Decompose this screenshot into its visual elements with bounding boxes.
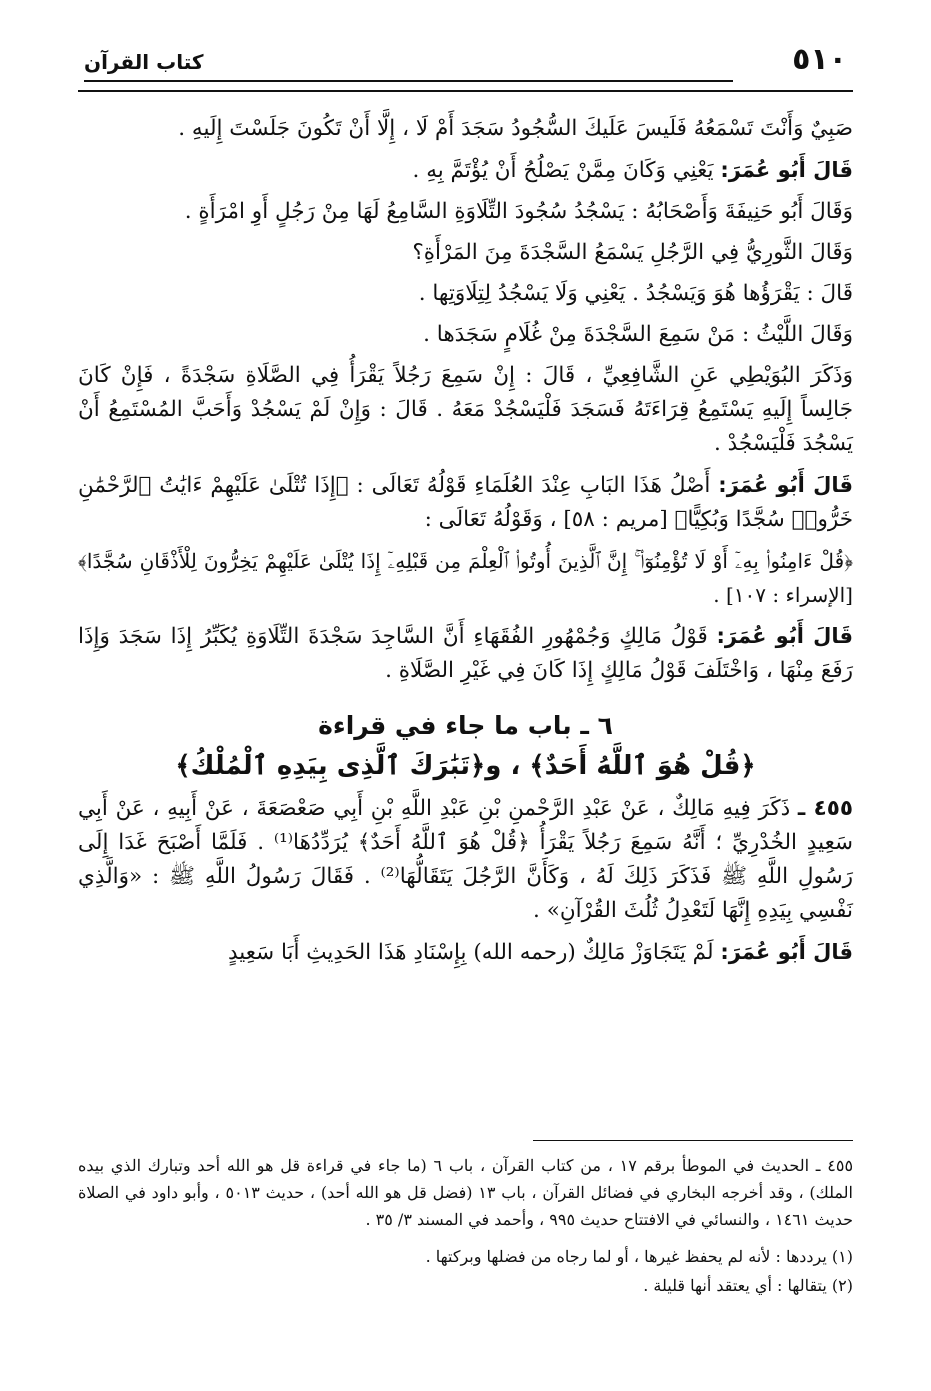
page-number: ٥١٠ [792, 42, 847, 77]
footnote-notes [78, 1243, 853, 1299]
chapter-heading [78, 706, 853, 786]
chapter-quran-line: ﴿قُلْ هُوَ ٱللَّهُ أَحَدٌ﴾ ، و﴿تَبَٰرَكَ ٱلَّذِى بِيَدِهِ ٱلْمُلْكُ﴾ [175, 751, 756, 781]
paragraph: وَقَالَ اللَّيْثُ : مَنْ سَمِعَ السَّجْدَةَ مِنْ غُلَامٍ سَجَدَها . [423, 322, 853, 347]
paragraph [78, 619, 853, 688]
paragraph: وَقَالَ أَبُو حَنِيفَةَ وَأَصْحَابُهُ : يَسْجُدُ سُجُودَ التِّلَاوَةِ السَّامِعُ لَهَا مِنْ رَجُلٍ أَوِ امْرَأَةٍ . [184, 199, 853, 224]
paragraph-text: يَعْنِي وَكَانَ مِمَّنْ يَصْلُحُ أَنْ يُؤْتَمَّ بِهِ . [412, 158, 714, 183]
paragraph-text: قَوْلُ مَالِكٍ وَجُمْهُورِ الفُقَهَاءِ أَنَّ السَّاجِدَ سَجْدَةَ التِّلَاوَةِ يُكَبِّرُ إِذَا سَجَدَ وَإِذَا رَفَعَ مِنْهَا ، وَاخْتَلَفَ قَوْلُ مَالِكٍ إِذَا كَانَ فِي غَيْرِ الصَّلَاةِ . [78, 624, 853, 683]
paragraph [78, 153, 853, 188]
paragraph-text: أَصْلُ هَذَا البَابِ عِنْدَ العُلَمَاءِ قَوْلُهُ تَعَالَى : ﴿إِذَا تُتْلَىٰ عَلَيْهِمْ ءَايَٰتُ ٱلرَّحْمَٰنِ خَرُّوا۟ سُجَّدًا وَبُكِيًّا﴾ [مريم : ٥٨] ، وَقَوْلُهُ تَعَالَى : [78, 473, 853, 532]
footnote-divider [533, 1140, 853, 1141]
paragraph: وَذَكَرَ البُوَيْطِي عَنِ الشَّافِعِيِّ ، قَالَ : إِنْ سَمِعَ رَجُلاً يَقْرَأُ فِي الصَّلَاةِ سَجْدَةً ، فَإِنْ كَانَ جَالِساً إِلَيهِ يَسْتَمِعُ قِرَاءَتَهُ فَسَجَدَ فَلْيَسْجُدْ مَعَهُ . قَالَ : وَإِنْ لَمْ يَسْجُدْ وَأَحَبَّ المُسْتَمِعُ أَنْ يَسْجُدَ فَلْيَسْجُدْ . [78, 363, 853, 456]
footnote-main: ٤٥٥ ـ الحديث في الموطأ برقم ١٧ ، من كتاب القرآن ، باب ٦ (ما جاء في قراءة قل هو الله أحد وتبارك الذي بيده الملك) ، وقد أخرجه البخاري في فضائل القرآن ، باب ١٣ (فضل قل هو الله أحد) ، حديث ٥٠١٣ ، وأبو داود في الصلاة حديث ١٤٦١ ، والنسائي في الافتتاح حديث ٩٩٥ ، وأحمد في المسند ٣/ ٣٥ . [78, 1156, 854, 1229]
hadith-number: ٤٥٥ ـ [797, 796, 853, 821]
main-text [78, 112, 853, 977]
paragraph [78, 935, 853, 970]
speaker-label: قَالَ أَبُو عُمَرَ: [718, 473, 853, 497]
speaker-label: قَالَ أَبُو عُمَرَ: [720, 158, 853, 182]
footnotes [78, 1152, 853, 1301]
footnote-2: (٢) يتقالها : أي يعتقد أنها قليلة . [643, 1276, 853, 1295]
quran-verse: ﴿قُلْ ءَامِنُوا۟ بِهِۦٓ أَوْ لَا تُؤْمِنُوٓا۟ ۚ إِنَّ ٱلَّذِينَ أُوتُوا۟ ٱلْعِلْمَ مِن قَبْلِهِۦٓ إِذَا يُتْلَىٰ عَلَيْهِمْ يَخِرُّونَ لِلْأَذْقَانِ سُجَّدًا﴾ [الإسراء : ١٠٧] . [78, 549, 853, 607]
paragraph-text: لَمْ يَتَجَاوَزْ مَالِكٌ (رحمه الله) بِإِسْنَادِ هَذَا الحَدِيثِ أَبَا سَعِيدٍ [227, 940, 714, 965]
speaker-label: قَالَ أَبُو عُمَرَ: [720, 940, 853, 964]
book-title: كتاب القرآن [84, 50, 204, 74]
hadith-paragraph [78, 792, 853, 928]
paragraph [78, 468, 853, 537]
page-header [78, 40, 853, 92]
header-divider [78, 90, 853, 92]
footnote-1: (١) يرددها : لأنه لم يحفظ غيرها ، أو لما رجاه من فضلها وبركتها . [425, 1247, 853, 1266]
hadith-text: ذَكَرَ فِيهِ مَالِكٌ ، عَنْ عَبْدِ الرَّحْمنِ بْنِ عَبْدِ اللَّهِ بْنِ أَبِي صَعْصَعَةَ ، عَنْ أَبِيهِ ، عَنْ أَبِي سَعِيدٍ الخُدْرِيِّ ؛ أَنَّهُ سَمِعَ رَجُلاً يَقْرَأُ ﴿قُلْ هُوَ ٱللَّهُ أَحَدٌ﴾ يُرَدِّدُهَا⁽¹⁾ . فَلَمَّا أَصْبَحَ غَدَا إِلَى رَسُولِ اللَّهِ ﷺ فَذَكَرَ ذَلِكَ لَهُ ، وَكَأَنَّ الرَّجُلَ يَتَقَالُّهَا⁽²⁾ . فَقَالَ رَسُولُ اللَّهِ ﷺ : «وَالَّذِي نَفْسِي بِيَدِهِ إِنَّهَا لَتَعْدِلُ ثُلُثَ القُرْآنِ» . [78, 796, 853, 923]
paragraph: صَبِيٌ وَأَنْتَ تَسْمَعُهُ فَلَيسَ عَلَيكَ السُّجُودُ سَجَدَ أَمْ لَا ، إِلَّا أَنْ تَكُونَ جَلَسْتَ إِلَيهِ . [178, 116, 853, 141]
header-divider-short [84, 80, 733, 82]
chapter-title: ٦ ـ باب ما جاء في قراءة [318, 711, 613, 740]
speaker-label: قَالَ أَبُو عُمَرَ: [716, 624, 853, 648]
paragraph: وَقَالَ الثَّورِيُّ فِي الرَّجُلِ يَسْمَعُ السَّجْدَةَ مِنَ المَرْأَةِ؟ [412, 240, 853, 265]
paragraph: قَالَ : يَقْرَؤُها هُوَ وَيَسْجُدُ . يَعْنِي وَلَا يَسْجُدُ لِتِلَاوَتِها . [418, 281, 853, 306]
